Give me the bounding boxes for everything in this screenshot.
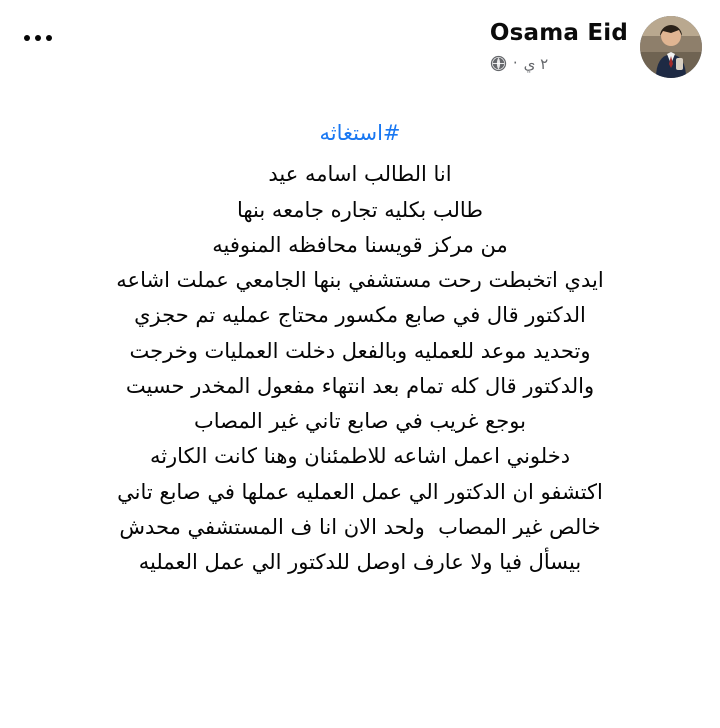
post-line: الدكتور قال في صابع مكسور محتاج عمليه تم حجزي <box>134 303 586 328</box>
post-timestamp[interactable]: ٢ ي <box>523 54 549 73</box>
dot <box>24 35 30 41</box>
post-line: دخلوني اعمل اشاعه للاطمئنان وهنا كانت الكارثه <box>149 444 571 469</box>
post-header <box>0 0 720 82</box>
meta-separator: · <box>512 54 518 73</box>
avatar[interactable] <box>640 16 702 78</box>
author-block[interactable] <box>490 16 702 78</box>
post-line: خالص غير المصاب ولحد الان انا ف المستشفي محدش <box>119 514 601 539</box>
globe-icon[interactable] <box>490 55 507 72</box>
post-line: طالب بكليه تجاره جامعه بنها <box>236 197 484 222</box>
post-options-menu-icon[interactable] <box>18 22 58 54</box>
post-line: ايدي اتخبطت رحت مستشفي بنها الجامعي عملت اشاعه <box>116 268 604 293</box>
dot <box>35 35 41 41</box>
post-text <box>0 82 720 590</box>
author-name[interactable]: Osama Eid <box>489 20 628 46</box>
post-line: بيسأل فيا ولا عارف اوصل للدكتور الي عمل العمليه <box>138 550 582 575</box>
post-line: انا الطالب اسامه عيد <box>268 162 452 187</box>
post-line: من مركز قويسنا محافظه المنوفيه <box>212 232 508 257</box>
post-line: وتحديد موعد للعمليه وبالفعل دخلت العمليات وخرجت <box>129 338 591 363</box>
post-line: والدكتور قال كله تمام بعد انتهاء مفعول المخدر حسيت <box>125 373 595 398</box>
author-meta <box>490 16 628 73</box>
hashtag-link[interactable]: #استغاثه <box>319 121 401 145</box>
post-meta <box>490 55 548 73</box>
post-line: بوجع غريب في صابع تاني غير المصاب <box>194 409 526 434</box>
post-line: اكتشفو ان الدكتور الي عمل العمليه عملها في صابع تاني <box>117 479 603 504</box>
dot <box>46 35 52 41</box>
